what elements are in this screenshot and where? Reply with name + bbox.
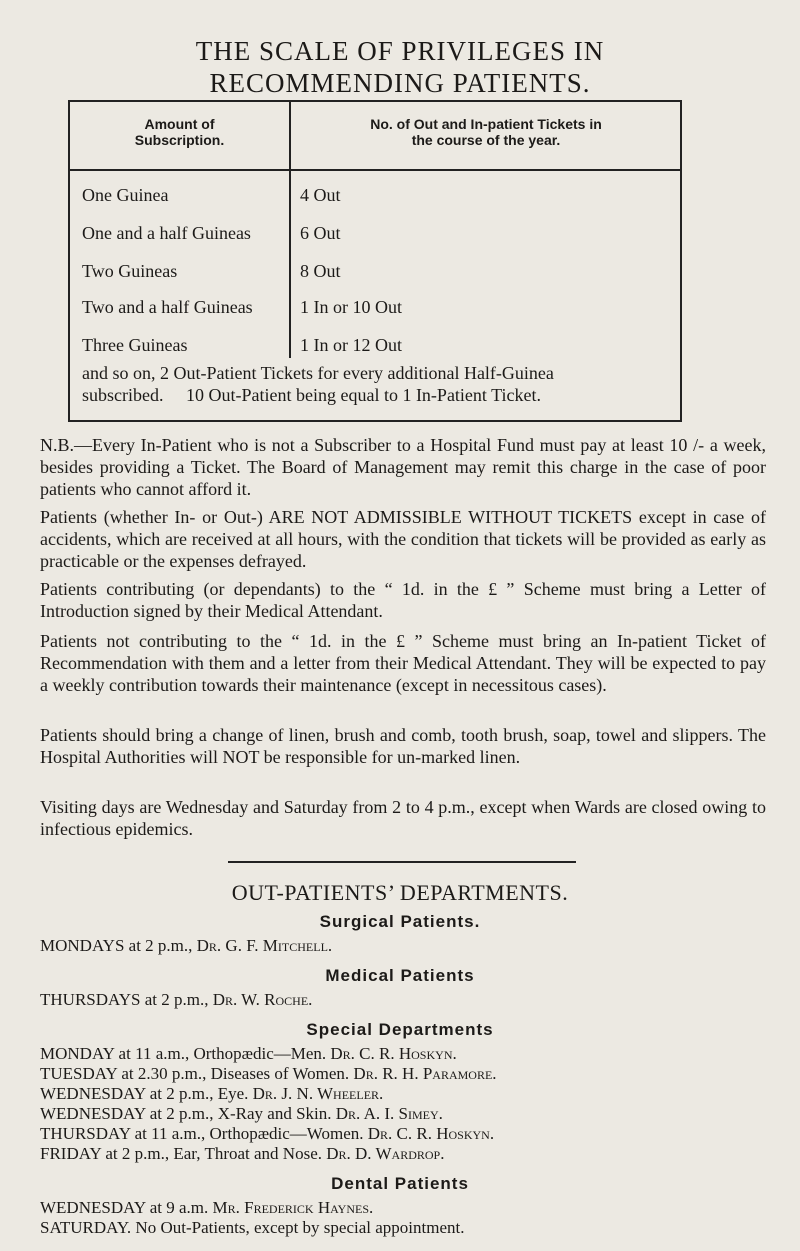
surgical-schedule	[40, 936, 780, 956]
schedule-time: FRIDAY at 2 p.m., Ear, Throat and Nose.	[40, 1144, 322, 1163]
dental-schedule-line	[40, 1218, 780, 1238]
schedule-doctor: Dr. J. N. Wheeler.	[252, 1084, 384, 1103]
table-row-amount: One and a half Guineas	[82, 223, 251, 243]
medical-schedule	[40, 990, 780, 1010]
outpatients-title: OUT-PATIENTS’ DEPARTMENTS.	[231, 880, 569, 905]
table-row-tickets: 8 Out	[300, 261, 341, 281]
schedule-doctor: Dr. R. H. Paramore.	[353, 1064, 497, 1083]
schedule-time: WEDNESDAY at 9 a.m.	[40, 1198, 209, 1217]
special-schedule-line	[40, 1084, 780, 1104]
header-tickets-line-2: the course of the year.	[411, 132, 561, 148]
schedule-time: TUESDAY at 2.30 p.m., Diseases of Women.	[40, 1064, 350, 1083]
schedule-doctor: Dr. W. Roche.	[212, 990, 313, 1009]
schedule-time: WEDNESDAY at 2 p.m., Eye.	[40, 1084, 249, 1103]
table-row-tickets: 4 Out	[300, 185, 341, 205]
table-header-divider	[70, 169, 682, 171]
header-amount-line-2: Subscription.	[134, 132, 225, 148]
special-schedule-line	[40, 1144, 780, 1164]
dental-schedule-line	[40, 1198, 780, 1218]
schedule-time: MONDAY at 11 a.m., Orthopædic—Men.	[40, 1044, 327, 1063]
header-tickets	[290, 116, 682, 148]
special-schedule-line	[40, 1104, 780, 1124]
table-row-amount: One Guinea	[82, 185, 169, 205]
paragraph-visiting: Visiting days are Wednesday and Saturday from 2 to 4 p.m., except when Wards are closed owing to infectious epidemics.	[40, 797, 766, 839]
medical-heading: Medical Patients	[325, 966, 475, 985]
table-row-amount: Two Guineas	[82, 261, 178, 281]
table-row-amount: Three Guineas	[82, 335, 188, 355]
schedule-doctor: Dr. A. I. Simey.	[335, 1104, 443, 1123]
table-row-tickets: 1 In or 10 Out	[300, 297, 402, 317]
section-divider	[228, 861, 576, 863]
schedule-time: SATURDAY. No Out-Patients, except by special appointment.	[40, 1218, 465, 1237]
schedule-doctor: Dr. G. F. Mitchell.	[196, 936, 333, 955]
table-footnote-line-2: subscribed. 10 Out-Patient being equal to 1 In-Patient Ticket.	[82, 385, 541, 405]
header-amount	[70, 116, 289, 148]
table-row-amount: Two and a half Guineas	[82, 297, 253, 317]
schedule-time: THURSDAYS at 2 p.m.,	[40, 990, 209, 1009]
table-footnote	[82, 362, 678, 406]
schedule-doctor: Dr. C. R. Hoskyn.	[367, 1124, 495, 1143]
table-row-tickets: 6 Out	[300, 223, 341, 243]
dental-heading: Dental Patients	[331, 1174, 469, 1193]
surgical-heading: Surgical Patients.	[319, 912, 481, 931]
schedule-doctor: Mr. Frederick Haynes.	[212, 1198, 374, 1217]
schedule-doctor: Dr. D. Wardrop.	[326, 1144, 445, 1163]
privileges-table	[68, 100, 682, 422]
special-schedule-line	[40, 1044, 780, 1064]
paragraph-nb: N.B.—Every In-Patient who is not a Subscriber to a Hospital Fund must pay at least 10 /- a week, besides providing a Ticket. The Board of Management may remit this charge in the case of poor patients who cannot afford it.	[40, 435, 766, 499]
schedule-time: MONDAYS at 2 p.m.,	[40, 936, 193, 955]
header-tickets-line-1: No. of Out and In-patient Tickets in	[370, 116, 602, 132]
special-heading: Special Departments	[306, 1020, 494, 1039]
paragraph-not-contributing: Patients not contributing to the “ 1d. in the £ ” Scheme must bring an In-patient Ticket of Recommendation with them and a letter from their Medical Attendant. They will be expected to pay a weekly contribution towards their maintenance (except in necessitous cases).	[40, 631, 766, 695]
paragraph-contributing: Patients contributing (or dependants) to the “ 1d. in the £ ” Scheme must bring a Letter of Introduction signed by their Medical Attendant.	[40, 579, 766, 621]
table-row-tickets: 1 In or 12 Out	[300, 335, 402, 355]
paragraph-linen: Patients should bring a change of linen, brush and comb, tooth brush, soap, towel and slippers. The Hospital Authorities will NOT be responsible for un-marked linen.	[40, 725, 766, 767]
special-schedule-line	[40, 1124, 780, 1144]
header-amount-line-1: Amount of	[144, 116, 215, 132]
page-title-line-1: THE SCALE OF PRIVILEGES IN	[195, 36, 605, 66]
special-schedule-line	[40, 1064, 780, 1084]
schedule-time: WEDNESDAY at 2 p.m., X-Ray and Skin.	[40, 1104, 332, 1123]
page-title-line-2: RECOMMENDING PATIENTS.	[209, 68, 591, 98]
table-footnote-line-1: and so on, 2 Out-Patient Tickets for every additional Half-Guinea	[82, 363, 554, 383]
schedule-time: THURSDAY at 11 a.m., Orthopædic—Women.	[40, 1124, 364, 1143]
paragraph-tickets: Patients (whether In- or Out-) ARE NOT ADMISSIBLE WITHOUT TICKETS except in case of accidents, which are received at all hours, with the condition that tickets will be provided as early as practicable or the expenses defrayed.	[40, 507, 766, 571]
schedule-doctor: Dr. C. R. Hoskyn.	[330, 1044, 457, 1063]
